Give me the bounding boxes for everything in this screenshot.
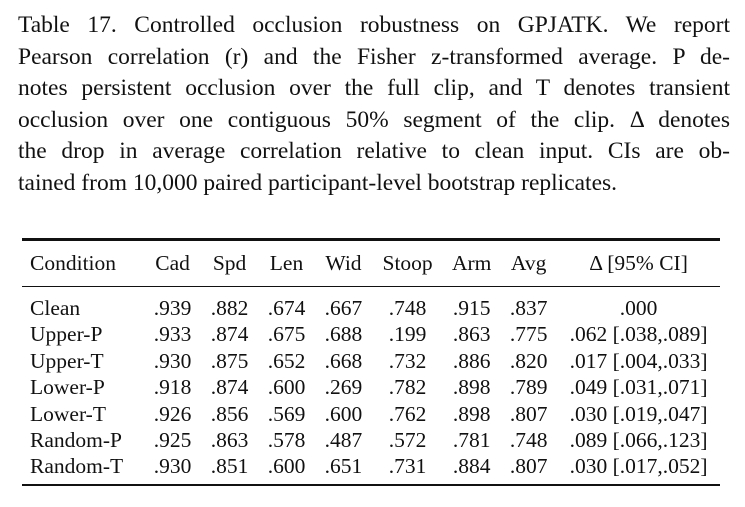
cell-avg: .775	[509, 322, 548, 347]
cell-arm: .781	[452, 428, 491, 453]
caption-line: Pearson correlation (r) and the Fisher z-transformed average. P de-	[18, 43, 730, 70]
cell-len: .600	[267, 454, 306, 479]
cell-avg: .748	[509, 428, 548, 453]
cell-stoop: .572	[388, 428, 427, 453]
cell-delta: .030 [.017,.052]	[569, 454, 708, 479]
cell-wid: .688	[324, 322, 363, 347]
cell-delta: .000	[619, 296, 658, 321]
cell-delta: .062 [.038,.089]	[569, 322, 708, 347]
cell-avg: .807	[509, 454, 548, 479]
header-avg: Avg	[510, 250, 547, 275]
cell-stoop: .782	[388, 375, 427, 400]
cell-spd: .874	[210, 375, 249, 400]
cell-arm: .886	[452, 348, 491, 373]
cell-spd: .851	[210, 454, 249, 479]
results-table	[22, 238, 720, 486]
cell-spd: .863	[210, 428, 249, 453]
cell-delta: .089 [.066,.123]	[569, 428, 708, 453]
occlusion-table	[22, 241, 720, 286]
cell-len: .569	[267, 401, 306, 426]
cell-wid: .651	[324, 454, 363, 479]
cell-stoop: .731	[388, 454, 427, 479]
caption-line: tained from 10,000 paired participant-level bootstrap replicates.	[18, 169, 618, 196]
cell-arm: .915	[452, 296, 491, 321]
table-row	[22, 374, 720, 400]
header-cad: Cad	[155, 250, 190, 275]
cell-spd: .882	[210, 296, 249, 321]
cell-delta: .017 [.004,.033]	[569, 348, 708, 373]
cell-cad: .939	[153, 296, 192, 321]
cell-avg: .820	[509, 348, 548, 373]
cell-condition: Random-T	[30, 454, 124, 479]
cell-spd: .875	[210, 348, 249, 373]
cell-cad: .930	[153, 454, 192, 479]
table-row	[22, 453, 720, 483]
cell-delta: .049 [.031,.071]	[569, 375, 708, 400]
header-wid: Wid	[325, 250, 362, 275]
cell-cad: .926	[153, 401, 192, 426]
cell-wid: .667	[324, 296, 363, 321]
cell-cad: .930	[153, 348, 192, 373]
cell-len: .652	[267, 348, 306, 373]
cell-avg: .807	[509, 401, 548, 426]
occlusion-table-body	[22, 287, 720, 484]
cell-arm: .898	[452, 375, 491, 400]
cell-arm: .898	[452, 401, 491, 426]
caption-line: Table 17. Controlled occlusion robustness on GPJATK. We report	[18, 12, 730, 38]
header-spd: Spd	[212, 250, 247, 275]
cell-stoop: .199	[388, 322, 427, 347]
header-len: Len	[269, 250, 304, 275]
cell-condition: Lower-T	[30, 401, 106, 426]
cell-condition: Upper-P	[30, 322, 103, 347]
cell-condition: Clean	[30, 296, 81, 321]
caption-line: occlusion over one contiguous 50% segment of the clip. Δ denotes	[18, 106, 730, 133]
cell-cad: .933	[153, 322, 192, 347]
table-row	[22, 348, 720, 374]
cell-len: .674	[267, 296, 306, 321]
caption-line: the drop in average correlation relative to clean input. CIs are ob-	[18, 138, 730, 164]
table-row	[22, 321, 720, 347]
cell-wid: .668	[324, 348, 363, 373]
cell-cad: .925	[153, 428, 192, 453]
cell-condition: Random-P	[30, 428, 122, 453]
cell-spd: .874	[210, 322, 249, 347]
header-stoop: Stoop	[382, 250, 433, 275]
table-row	[22, 427, 720, 453]
cell-cad: .918	[153, 375, 192, 400]
cell-avg: .837	[509, 296, 548, 321]
cell-len: .578	[267, 428, 306, 453]
cell-wid: .487	[324, 428, 363, 453]
cell-wid: .600	[324, 401, 363, 426]
cell-len: .675	[267, 322, 306, 347]
cell-arm: .884	[452, 454, 491, 479]
cell-arm: .863	[452, 322, 491, 347]
header-row	[22, 241, 720, 286]
table-row	[22, 287, 720, 321]
bottom-rule	[22, 484, 720, 487]
header-arm: Arm	[451, 250, 492, 275]
table-caption	[18, 10, 730, 199]
cell-len: .600	[267, 375, 306, 400]
cell-wid: .269	[324, 375, 363, 400]
table-row	[22, 400, 720, 426]
cell-condition: Lower-P	[30, 375, 105, 400]
cell-condition: Upper-T	[30, 348, 104, 373]
cell-avg: .789	[509, 375, 548, 400]
caption-line: notes persistent occlusion over the full clip, and T denotes transient	[18, 75, 730, 101]
header-delta: Δ [95% CI]	[589, 250, 688, 275]
cell-stoop: .762	[388, 401, 427, 426]
cell-stoop: .732	[388, 348, 427, 373]
cell-spd: .856	[210, 401, 249, 426]
cell-stoop: .748	[388, 296, 427, 321]
cell-delta: .030 [.019,.047]	[569, 401, 708, 426]
header-condition: Condition	[30, 250, 117, 275]
